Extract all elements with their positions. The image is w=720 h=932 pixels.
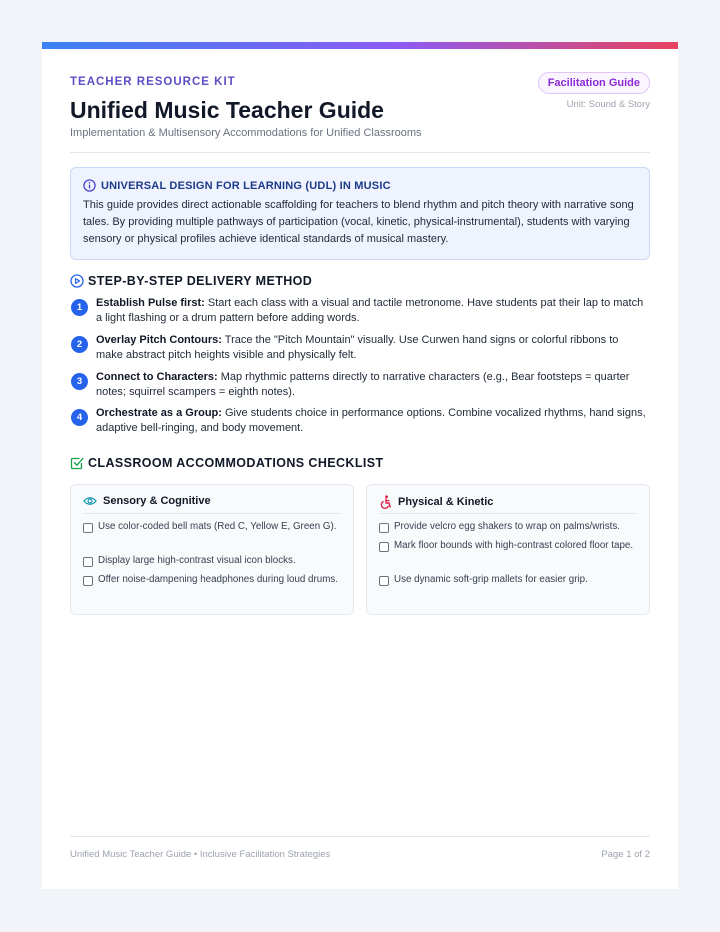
step-text <box>96 370 648 400</box>
step-lead: Establish Pulse first: <box>96 297 205 309</box>
sensory-card <box>70 484 354 615</box>
physical-card-header <box>379 495 493 509</box>
checkbox[interactable] <box>379 542 389 552</box>
checkbox[interactable] <box>83 576 93 586</box>
sensory-card-title: Sensory & Cognitive <box>103 495 211 507</box>
accent-bar <box>42 42 678 49</box>
page-title: Unified Music Teacher Guide <box>70 97 384 123</box>
udl-title: UNIVERSAL DESIGN FOR LEARNING (UDL) IN MUSIC <box>101 179 391 192</box>
delivery-heading <box>70 274 312 288</box>
checkbox-checked-icon <box>70 456 84 470</box>
checklist-item-text: Provide velcro egg shakers to wrap on palms/wrists. <box>394 521 620 532</box>
checklist-item-text: Offer noise-dampening headphones during loud drums. <box>98 574 338 585</box>
info-icon <box>83 179 96 192</box>
header-divider <box>70 152 650 153</box>
sensory-card-header <box>83 495 211 507</box>
step-body: Start each class with a visual and tactile metronome. Have students pat their lap to match a light flashing or a drum pattern before adding words. <box>96 297 644 324</box>
card-divider <box>83 513 341 514</box>
kicker-label: TEACHER RESOURCE KIT <box>70 76 236 88</box>
udl-heading <box>83 179 391 192</box>
checkbox[interactable] <box>83 557 93 567</box>
step-body: Give students choice in performance options. Combine vocalized rhythms, hand signs, adaptive bell-ringing, and body movement. <box>96 407 646 434</box>
checkbox[interactable] <box>379 523 389 533</box>
step-body: Map rhythmic patterns directly to narrative characters (e.g., Bear footsteps = quarter notes; squirrel scampers = eighth notes). <box>96 371 630 398</box>
unit-label: Unit: Sound & Story <box>566 99 650 110</box>
footer-text: Unified Music Teacher Guide • Inclusive Facilitation Strategies <box>70 849 331 860</box>
udl-callout <box>70 167 650 260</box>
checklist-title: CLASSROOM ACCOMMODATIONS CHECKLIST <box>88 456 384 470</box>
step-number: 3 <box>71 373 88 390</box>
eye-icon <box>83 495 97 507</box>
physical-card-title: Physical & Kinetic <box>398 496 494 508</box>
step-lead: Overlay Pitch Contours: <box>96 334 222 346</box>
step-number: 4 <box>71 409 88 426</box>
footer-divider <box>70 836 650 837</box>
document-page <box>42 42 678 889</box>
checklist-item-text: Use color-coded bell mats (Red C, Yellow E, Green G). <box>98 521 337 532</box>
checklist-item-text: Mark floor bounds with high-contrast colored floor tape. <box>394 540 634 551</box>
physical-card <box>366 484 650 615</box>
udl-body: This guide provides direct actionable scaffolding for teachers to blend rhythm and pitch theory with narrative song tales. By providing multiple pathways of participation (vocal, kinetic, physical-instrumental), students with varying sensory or physical profiles achieve identical standards of musical mastery. <box>83 199 634 245</box>
step-number: 1 <box>71 299 88 316</box>
step-text <box>96 406 648 436</box>
page-number: Page 1 of 2 <box>601 849 650 860</box>
checkbox[interactable] <box>83 523 93 533</box>
checklist-item-text: Use dynamic soft-grip mallets for easier grip. <box>394 574 588 585</box>
facilitation-badge: Facilitation Guide <box>538 72 650 94</box>
step-lead: Orchestrate as a Group: <box>96 407 222 419</box>
play-circle-icon <box>70 274 84 288</box>
step-body: Trace the "Pitch Mountain" visually. Use Curwen hand signs or colorful ribbons to make abstract pitch heights visible and physically felt. <box>96 334 619 361</box>
accessibility-icon <box>379 495 392 509</box>
step-lead: Connect to Characters: <box>96 371 218 383</box>
card-divider <box>379 513 637 514</box>
step-text <box>96 296 648 326</box>
step-number: 2 <box>71 336 88 353</box>
checklist-item-text: Display large high-contrast visual icon blocks. <box>98 555 296 566</box>
checklist-heading <box>70 456 384 470</box>
delivery-title: STEP-BY-STEP DELIVERY METHOD <box>88 274 313 288</box>
step-text <box>96 333 648 363</box>
page-subtitle: Implementation & Multisensory Accommodations for Unified Classrooms <box>70 127 422 139</box>
checkbox[interactable] <box>379 576 389 586</box>
